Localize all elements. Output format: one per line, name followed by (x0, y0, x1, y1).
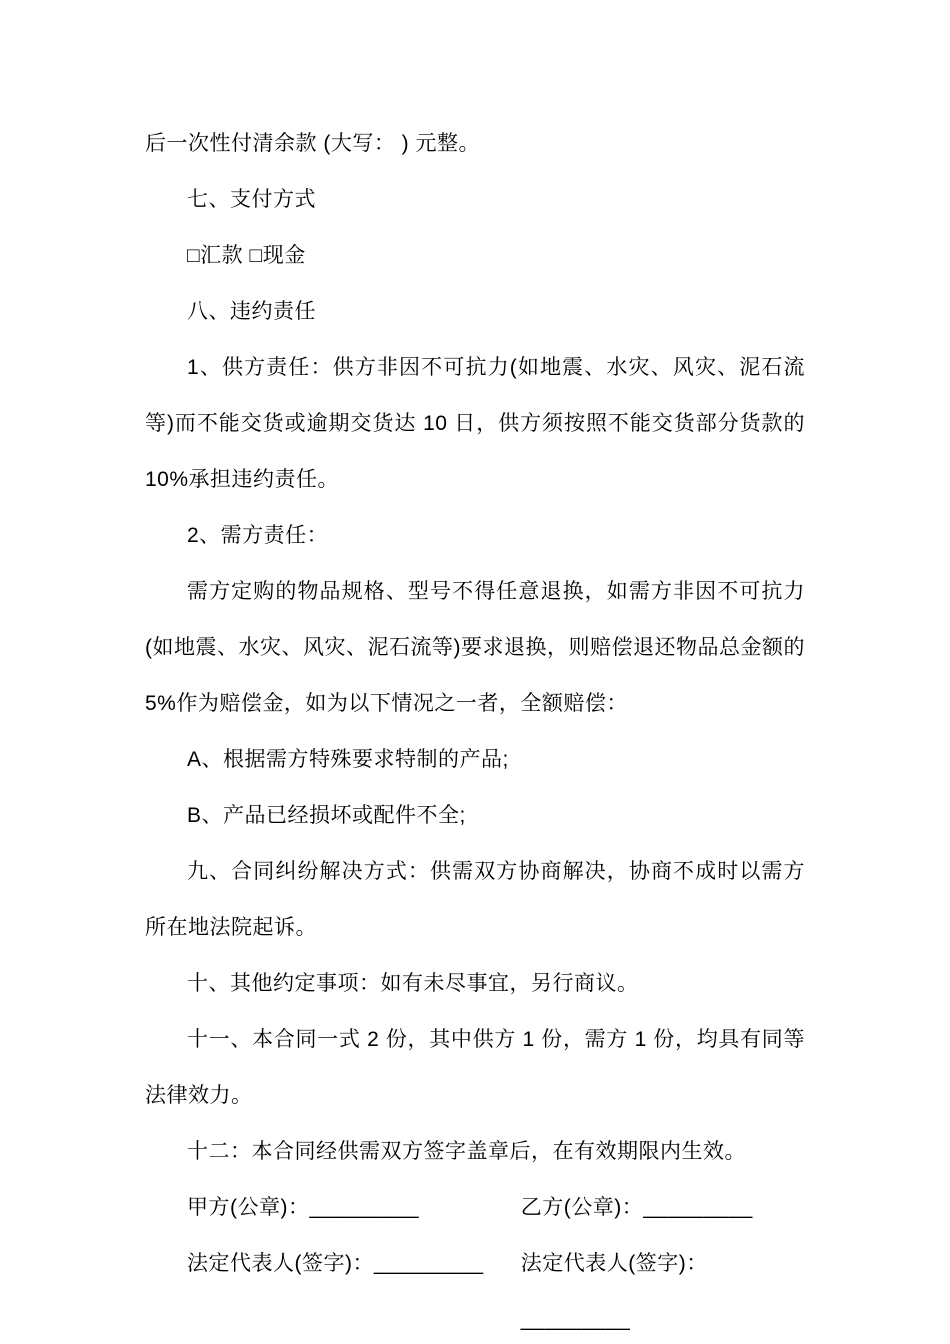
payment-method-checkboxes: □汇款 □现金 (187, 244, 306, 267)
clause-11-copies: 十一、本合同一式 2 份，其中供方 1 份，需方 1 份，均具有同等法律效力。 (145, 1028, 805, 1107)
full-compensation-item-b: B、产品已经损坏或配件不全; (187, 804, 466, 827)
supplier-liability-paragraph: 1、供方责任：供方非因不可抗力(如地震、水灾、风灾、泥石流等)而不能交货或逾期交货达 10 日，供方须按照不能交货部分货款的 10%承担违约责任。 (145, 356, 805, 491)
party-a-representative-line: 法定代表人(签字)：_________ (187, 1252, 484, 1275)
buyer-liability-heading: 2、需方责任： (187, 524, 329, 547)
party-a-seal-line: 甲方(公章)：_________ (187, 1196, 420, 1219)
signature-row-representatives (145, 1236, 805, 1344)
clause-10-other-matters: 十、其他约定事项：如有未尽事宜，另行商议。 (187, 972, 639, 995)
clause-8-heading-breach-liability: 八、违约责任 (187, 300, 316, 323)
full-compensation-item-a: A、根据需方特殊要求特制的产品; (187, 748, 509, 771)
party-b-representative-line: 法定代表人(签字)：_________ (520, 1252, 708, 1331)
clause-12-effectiveness: 十二：本合同经供需双方签字盖章后，在有效期限内生效。 (187, 1140, 746, 1163)
clause-7-heading-payment-method: 七、支付方式 (187, 188, 316, 211)
clause-9-dispute-resolution: 九、合同纠纷解决方式：供需双方协商解决，协商不成时以需方所在地法院起诉。 (145, 860, 805, 939)
balance-payment-line: 后一次性付清余款 (大写： ) 元整。 (145, 132, 480, 155)
party-b-seal-line: 乙方(公章)：_________ (520, 1196, 753, 1219)
signature-row-seals (145, 1180, 805, 1236)
buyer-liability-paragraph: 需方定购的物品规格、型号不得任意退换，如需方非因不可抗力(如地震、水灾、风灾、泥石流等)要求退换，则赔偿退还物品总金额的 5%作为赔偿金，如为以下情况之一者，全额赔偿： (145, 580, 805, 715)
